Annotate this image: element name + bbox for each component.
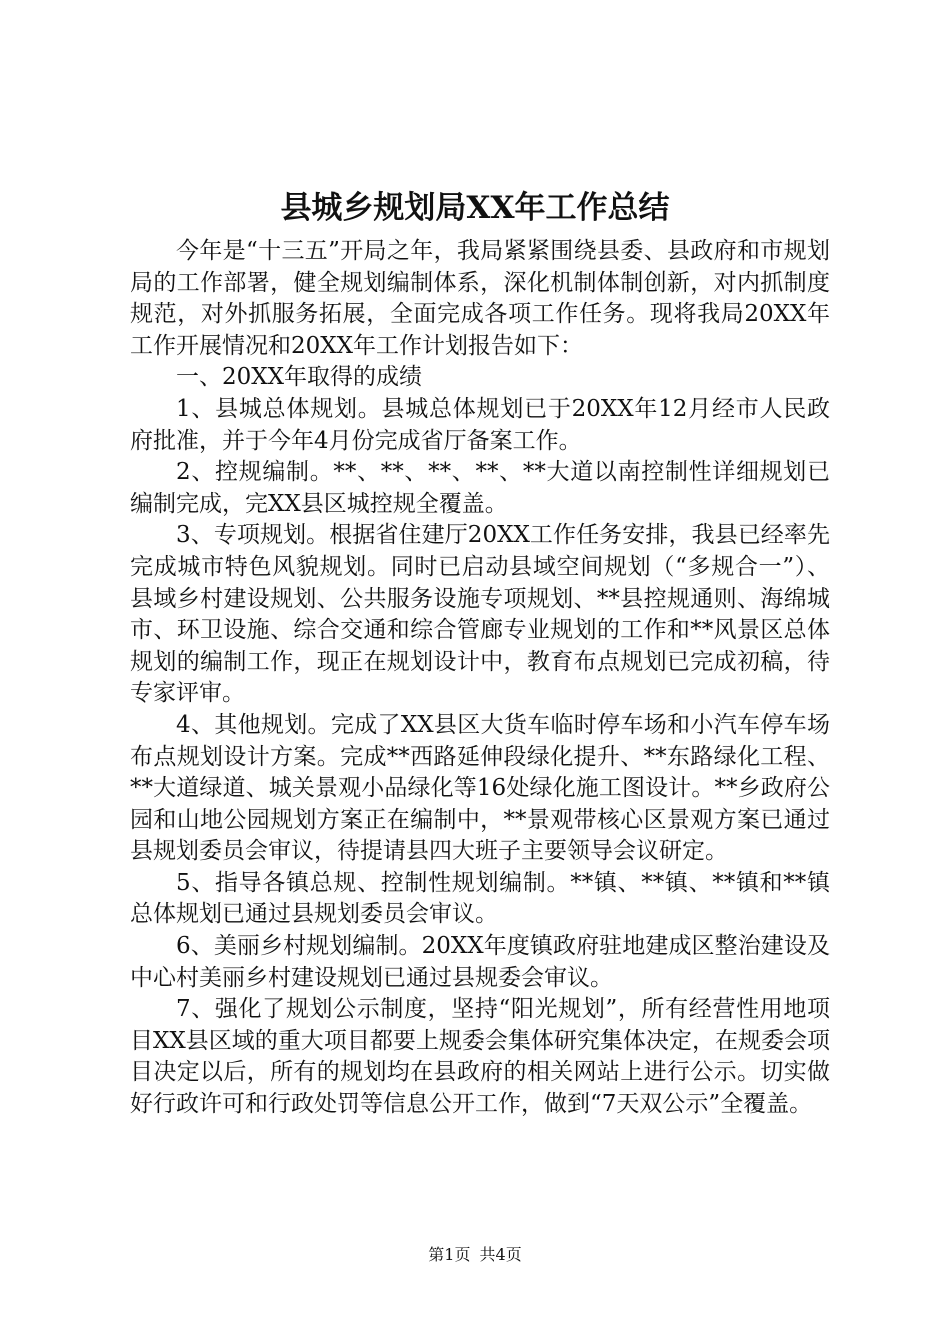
item-paragraph-6: 6、美丽乡村规划编制。20XX年度镇政府驻地建成区整治建设及中心村美丽乡村建设规划已通过县规委会审议。 [130,933,830,991]
item-paragraph-3: 3、专项规划。根据省住建厅20XX工作任务安排，我县已经率先完成城市特色风貌规划。同时已启动县域空间规划（“多规合一”）、县域乡村建设规划、公共服务设施专项规划、**县控规通则、海绵城市、环卫设施、综合交通和综合管廊专业规划的工作和**风景区总体规划的编制工作，现正在规划设计中，教育布点规划已完成初稿，待专家评审。 [130,522,830,707]
page-total: 共4页 [479,1245,522,1264]
intro-paragraph: 今年是“十三五”开局之年，我局紧紧围绕县委、县政府和市规划局的工作部署，健全规划编制体系，深化机制体制创新，对内抓制度规范，对外抓服务拓展，全面完成各项工作任务。现将我局20XX年工作开展情况和20XX年工作计划报告如下： [130,238,830,359]
item-paragraph-5: 5、指导各镇总规、控制性规划编制。**镇、**镇、**镇和**镇总体规划已通过县规划委员会审议。 [130,869,830,928]
document-title: 县城乡规划局XX年工作总结 [280,190,670,226]
item-paragraph-2: 2、控规编制。**、**、**、**、**大道以南控制性详细规划已编制完成，完XX县区城控规全覆盖。 [130,459,830,517]
item-paragraph-7: 7、强化了规划公示制度，坚持“阳光规划”，所有经营性用地项目XX县区域的重大项目都要上规委会集体研究集体决定，在规委会项目决定以后，所有的规划均在县政府的相关网站上进行公示。切实做好行政许可和行政处罚等信息公开工作，做到“7天双公示”全覆盖。 [130,996,830,1118]
page-number: 第1页 [428,1245,471,1264]
page-footer [0,1244,950,1266]
document-body [130,236,830,1121]
section-heading: 一、20XX年取得的成绩 [176,364,423,391]
item-paragraph-4: 4、其他规划。完成了XX县区大货车临时停车场和小汽车停车场布点规划设计方案。完成**西路延伸段绿化提升、**东路绿化工程、**大道绿道、城关景观小品绿化等16处绿化施工图设计。**乡政府公园和山地公园规划方案正在编制中，**景观带核心区景观方案已通过县规划委员会审议，待提请县四大班子主要领导会议研定。 [130,711,830,865]
item-paragraph-1: 1、县城总体规划。县城总体规划已于20XX年12月经市人民政府批准，并于今年4月份完成省厅备案工作。 [130,395,830,454]
